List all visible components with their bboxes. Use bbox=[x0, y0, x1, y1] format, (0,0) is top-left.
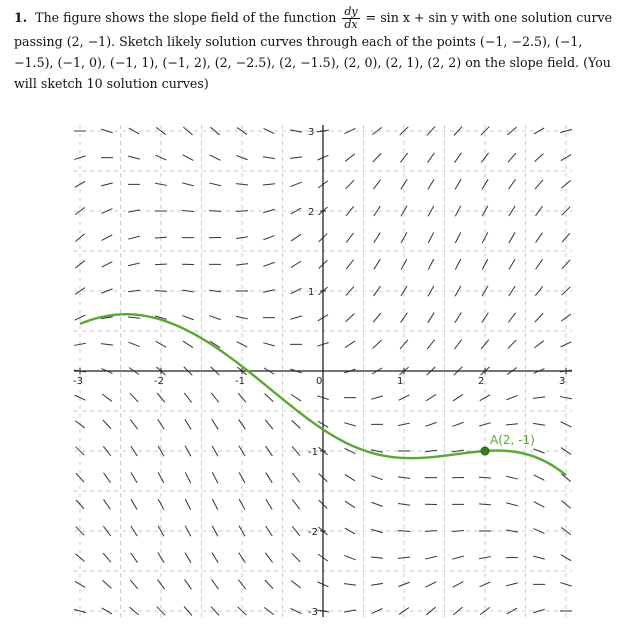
slope-segment bbox=[128, 156, 140, 159]
slope-segment bbox=[184, 393, 191, 403]
slope-segment bbox=[182, 210, 194, 211]
slope-segment bbox=[455, 259, 460, 270]
slope-segment bbox=[292, 500, 299, 510]
slope-segment bbox=[455, 179, 461, 189]
slope-segment bbox=[534, 502, 545, 508]
slope-segment bbox=[506, 583, 518, 586]
slope-segment bbox=[346, 260, 353, 269]
slope-segment bbox=[535, 313, 543, 322]
slope-segment bbox=[291, 261, 301, 267]
slope-segment bbox=[373, 180, 380, 190]
slope-segment bbox=[371, 476, 382, 480]
problem-number: 1. bbox=[14, 10, 28, 25]
slope-segment bbox=[506, 476, 518, 479]
problem-text-after: = sin x + sin y with one solution curve passing (2, −1). Sketch likely solution curves through each of the points (−1, −2.5), (−1, −1.5), (−1, 0), (−1, 1), (−1, 2), (2, −2.5), (2, −1.5), (2, 0), (2, 1), (2, 2) on the slope field. (You will sketch 10 solution curves) bbox=[14, 10, 613, 91]
slope-segment bbox=[158, 419, 165, 429]
slope-segment bbox=[128, 236, 140, 239]
slope-segment bbox=[128, 263, 140, 266]
slope-segment bbox=[263, 184, 275, 185]
slope-segment bbox=[183, 127, 192, 135]
slope-segment bbox=[265, 394, 274, 402]
slope-segment bbox=[506, 424, 518, 425]
slope-segment bbox=[131, 472, 137, 482]
slope-segment bbox=[210, 155, 221, 160]
y-tick-label: 2 bbox=[308, 207, 315, 218]
slope-segment bbox=[506, 503, 518, 506]
fraction-denominator: dx bbox=[344, 18, 358, 31]
slope-segment bbox=[185, 552, 191, 562]
slope-segment bbox=[102, 608, 112, 614]
slope-segment bbox=[506, 395, 517, 399]
slope-segment bbox=[533, 397, 545, 399]
slope-segment bbox=[102, 235, 113, 241]
slope-segment bbox=[534, 341, 543, 348]
slope-segment bbox=[158, 472, 164, 483]
slope-segment bbox=[292, 553, 300, 562]
slope-segment bbox=[263, 157, 275, 159]
slope-segment bbox=[482, 179, 488, 189]
x-tick-label: 1 bbox=[397, 376, 404, 387]
slope-segment bbox=[454, 340, 461, 350]
slope-segment bbox=[401, 179, 408, 189]
slope-segment bbox=[401, 259, 407, 269]
slope-segment bbox=[212, 579, 219, 589]
slope-segment bbox=[428, 153, 435, 163]
slope-segment bbox=[182, 316, 193, 320]
slope-segment bbox=[425, 556, 437, 559]
slope-segment bbox=[534, 128, 544, 134]
slope-segment bbox=[264, 128, 275, 133]
slope-segment bbox=[428, 179, 434, 189]
slope-segment bbox=[426, 394, 436, 400]
slope-segment bbox=[103, 420, 111, 429]
slope-segment bbox=[104, 499, 111, 509]
slope-segment bbox=[455, 313, 461, 323]
slope-segment bbox=[345, 154, 354, 161]
slope-segment bbox=[209, 183, 221, 186]
slope-segment bbox=[212, 552, 218, 562]
slope-segment bbox=[239, 472, 245, 482]
slope-segment bbox=[479, 504, 491, 505]
slope-segment bbox=[209, 316, 220, 320]
slope-segment bbox=[452, 422, 463, 426]
slope-segment bbox=[266, 473, 272, 483]
slope-segment bbox=[428, 259, 434, 270]
slope-segment bbox=[371, 583, 383, 585]
slope-segment bbox=[101, 129, 112, 133]
slope-segment bbox=[104, 473, 111, 483]
slope-segment bbox=[482, 259, 488, 270]
slope-segment bbox=[101, 209, 112, 214]
slope-segment bbox=[344, 423, 356, 426]
slope-segment bbox=[344, 584, 356, 586]
slope-segment bbox=[453, 394, 463, 401]
slope-segment bbox=[373, 153, 381, 162]
slope-segment bbox=[128, 317, 140, 318]
slope-segment bbox=[158, 499, 164, 510]
slope-segment bbox=[508, 153, 516, 162]
slope-segment bbox=[183, 155, 194, 161]
slope-segment bbox=[131, 553, 138, 563]
slope-segment bbox=[509, 259, 515, 269]
slope-segment bbox=[428, 232, 433, 243]
slope-segment bbox=[155, 264, 167, 265]
y-tick-label: -1 bbox=[308, 447, 318, 458]
slope-segment bbox=[425, 422, 436, 426]
slope-segment bbox=[428, 313, 434, 323]
slope-segment bbox=[263, 236, 274, 240]
slope-segment bbox=[398, 557, 410, 558]
slope-segment bbox=[263, 209, 275, 212]
slope-segment bbox=[265, 580, 273, 589]
slope-segment bbox=[264, 607, 274, 614]
slope-segment bbox=[373, 340, 382, 348]
slope-segment bbox=[508, 313, 515, 323]
slope-segment bbox=[292, 420, 301, 428]
y-tick-label: 1 bbox=[308, 287, 315, 298]
slope-segment bbox=[533, 609, 544, 613]
slope-segment bbox=[290, 182, 301, 186]
slope-segment bbox=[401, 232, 407, 243]
slope-segment bbox=[346, 180, 354, 189]
slope-segment bbox=[211, 393, 218, 402]
slope-segment bbox=[534, 529, 545, 534]
slope-segment bbox=[344, 555, 355, 559]
x-tick-label: 2 bbox=[478, 376, 485, 387]
slope-segment bbox=[265, 553, 272, 563]
y-tick-label: 3 bbox=[308, 127, 315, 138]
slope-segment bbox=[101, 344, 113, 346]
slope-segment bbox=[291, 234, 301, 241]
slope-segment bbox=[374, 233, 380, 243]
point-a-label: A(2, -1) bbox=[490, 433, 535, 447]
slope-segment bbox=[346, 314, 355, 322]
slope-segment bbox=[427, 340, 434, 349]
slope-segment bbox=[103, 553, 111, 562]
slope-segment bbox=[263, 290, 275, 293]
slope-segment bbox=[291, 581, 300, 588]
slope-segment bbox=[212, 472, 218, 483]
slope-segment bbox=[509, 179, 516, 189]
slope-segment bbox=[533, 556, 545, 559]
slope-segment bbox=[535, 180, 543, 189]
x-tick-label: -1 bbox=[235, 376, 245, 387]
slope-segment bbox=[102, 394, 111, 401]
slope-segment bbox=[401, 313, 408, 323]
slope-segment bbox=[508, 340, 516, 349]
slope-segment bbox=[481, 153, 488, 163]
slope-segment bbox=[130, 393, 138, 402]
slope-segment bbox=[536, 233, 543, 243]
slope-segment bbox=[291, 394, 301, 401]
slope-segment bbox=[479, 477, 491, 478]
x-tick-label: -2 bbox=[154, 376, 164, 387]
slope-segment bbox=[453, 582, 464, 588]
slope-segment bbox=[455, 153, 462, 163]
slope-segment bbox=[212, 419, 218, 429]
slope-segment bbox=[292, 473, 299, 482]
x-tick-label: 0 bbox=[316, 376, 323, 387]
slope-segment bbox=[101, 289, 112, 293]
y-tick-label: -2 bbox=[308, 527, 318, 538]
x-tick-label: -3 bbox=[73, 376, 83, 387]
slope-segment bbox=[374, 259, 380, 269]
slope-segment bbox=[482, 232, 488, 243]
slope-segment bbox=[265, 420, 273, 429]
slope-segment bbox=[103, 580, 112, 588]
slope-segment bbox=[239, 553, 246, 563]
slope-segment bbox=[128, 342, 139, 346]
slope-segment bbox=[290, 157, 302, 159]
slope-segment bbox=[185, 419, 191, 429]
slope-segment bbox=[426, 582, 437, 587]
slope-segment bbox=[535, 154, 544, 162]
slope-segment bbox=[455, 232, 460, 243]
slope-segment bbox=[158, 553, 164, 563]
slope-segment bbox=[130, 580, 138, 589]
slope-segment bbox=[101, 183, 113, 186]
slope-segment bbox=[185, 472, 190, 483]
slope-segment bbox=[371, 502, 382, 506]
slope-segment bbox=[536, 259, 543, 269]
slope-segment bbox=[533, 423, 545, 425]
slope-segment bbox=[290, 316, 302, 319]
point-a-marker bbox=[481, 447, 489, 455]
slope-segment bbox=[155, 237, 167, 238]
slope-segment bbox=[184, 607, 192, 616]
slope-segment bbox=[183, 341, 193, 348]
y-tick-label: -3 bbox=[308, 607, 318, 618]
slope-segment bbox=[212, 499, 217, 510]
x-tick-label: 3 bbox=[559, 376, 566, 387]
slope-segment bbox=[482, 313, 489, 323]
slope-segment bbox=[182, 290, 194, 292]
slope-segment bbox=[263, 262, 274, 266]
slope-segment bbox=[509, 232, 515, 242]
problem-text-before: The figure shows the slope field of the function bbox=[35, 10, 337, 25]
slope-segment bbox=[346, 233, 353, 243]
slope-segment bbox=[266, 499, 272, 509]
slope-segment bbox=[345, 501, 355, 508]
axes bbox=[73, 125, 572, 618]
slope-segment bbox=[373, 313, 381, 322]
slope-segment bbox=[102, 262, 113, 267]
slope-segment bbox=[130, 420, 137, 430]
slope-segment bbox=[345, 341, 355, 348]
slope-segment bbox=[534, 475, 545, 480]
slope-segment bbox=[371, 557, 383, 558]
fraction-numerator: dy bbox=[344, 5, 358, 18]
slope-segment bbox=[236, 184, 248, 185]
slope-segment bbox=[371, 396, 383, 399]
slope-segment bbox=[185, 499, 190, 510]
slope-segment bbox=[239, 499, 245, 510]
slope-segment bbox=[185, 579, 192, 589]
slope-segment bbox=[533, 449, 544, 453]
slope-segment bbox=[345, 474, 355, 480]
slope-segment bbox=[263, 343, 275, 346]
slope-segment bbox=[157, 580, 164, 590]
slope-segment bbox=[398, 531, 410, 532]
slope-segment bbox=[239, 419, 246, 429]
slope-segment bbox=[185, 446, 191, 457]
slope-segment bbox=[182, 183, 194, 186]
slope-segment bbox=[131, 499, 137, 509]
slope-segment bbox=[452, 556, 464, 559]
